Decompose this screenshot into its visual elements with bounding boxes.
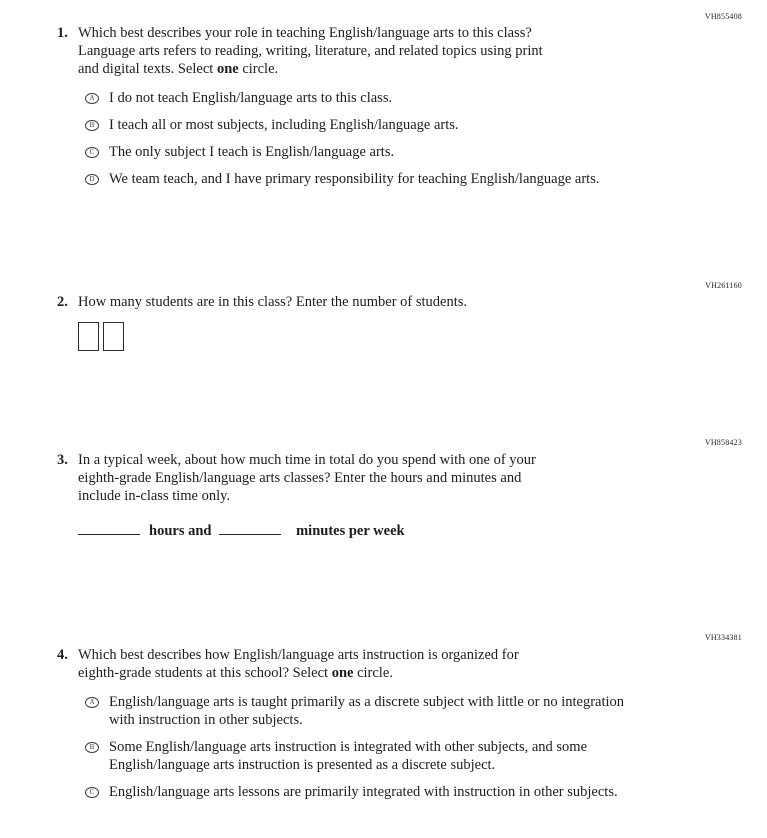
prompt-line: In a typical week, about how much time in total do you spend with one of your — [78, 452, 536, 468]
option-line: English/language arts instruction is presented as a discrete subject. — [109, 757, 496, 773]
prompt-segment-bold: one — [331, 665, 354, 681]
minutes-label: minutes per week — [296, 523, 405, 539]
answer-oval-d[interactable] — [85, 174, 99, 185]
prompt-segment: eighth-grade students at this school? Select — [78, 665, 332, 681]
question-4-code-row — [0, 630, 767, 641]
question-4-options — [78, 693, 624, 801]
time-entry-row — [78, 522, 536, 540]
option-label: We team teach, and I have primary responsibility for teaching English/language arts. — [109, 171, 600, 187]
minutes-blank-field[interactable] — [219, 522, 281, 535]
prompt-line — [78, 60, 599, 78]
hours-blank-field[interactable] — [78, 522, 140, 535]
prompt-segment-bold: one — [216, 61, 239, 77]
oval-letter: C — [89, 148, 95, 156]
question-2-prompt: How many students are in this class? Enter the number of students. — [78, 294, 468, 310]
option-row — [78, 738, 624, 774]
question-3-number: 3. — [57, 452, 68, 468]
option-label: I teach all or most subjects, including English/language arts. — [109, 117, 459, 133]
hours-label: hours and — [149, 523, 212, 539]
question-1-code-row — [0, 9, 767, 20]
question-2-number: 2. — [57, 294, 68, 310]
oval-letter: A — [89, 94, 95, 102]
option-row — [78, 170, 599, 188]
answer-oval-a[interactable] — [85, 93, 99, 104]
prompt-line — [78, 664, 624, 682]
answer-oval-a[interactable] — [85, 697, 99, 708]
question-1-options — [78, 89, 599, 188]
option-row — [78, 143, 599, 161]
question-3-prompt — [78, 451, 536, 505]
question-3 — [57, 451, 767, 540]
option-row — [78, 116, 599, 134]
prompt-segment: circle. — [353, 665, 393, 681]
question-2 — [57, 293, 767, 351]
question-4-prompt — [78, 646, 624, 682]
option-label — [109, 693, 624, 729]
question-2-code-row — [0, 278, 767, 289]
oval-letter: B — [89, 121, 95, 129]
prompt-segment: circle. — [238, 61, 279, 77]
prompt-line: include in-class time only. — [78, 488, 231, 504]
prompt-line: Which best describes your role in teaching English/language arts to this class? — [78, 25, 532, 41]
question-4-number: 4. — [57, 647, 68, 663]
question-1-number: 1. — [57, 25, 68, 41]
option-line: English/language arts is taught primarily as a discrete subject with little or no integration — [109, 694, 625, 710]
students-ones-box[interactable] — [103, 322, 124, 351]
question-4 — [57, 646, 767, 810]
question-4-code: VH334381 — [704, 633, 742, 642]
option-label — [109, 783, 618, 801]
students-tens-box[interactable] — [78, 322, 99, 351]
answer-oval-b[interactable] — [85, 120, 99, 131]
oval-letter: D — [89, 175, 95, 183]
answer-oval-b[interactable] — [85, 742, 99, 753]
prompt-segment: and digital texts. Select — [78, 61, 217, 77]
question-3-code-row — [0, 435, 767, 446]
oval-letter: C — [89, 788, 95, 796]
prompt-line: eighth-grade English/language arts classes? Enter the hours and minutes and — [78, 470, 522, 486]
option-row — [78, 783, 624, 801]
oval-letter: A — [89, 698, 95, 706]
option-line: English/language arts lessons are primarily integrated with instruction in other subjects. — [109, 784, 618, 800]
question-1-code: VH855408 — [704, 12, 742, 21]
option-row — [78, 693, 624, 729]
option-row — [78, 89, 599, 107]
question-2-code: VH261160 — [705, 281, 742, 290]
prompt-line: Language arts refers to reading, writing, literature, and related topics using print — [78, 43, 543, 59]
prompt-line: Which best describes how English/language arts instruction is organized for — [78, 647, 519, 663]
option-label: The only subject I teach is English/language arts. — [109, 144, 395, 160]
option-label — [109, 738, 587, 774]
oval-letter: B — [89, 743, 95, 751]
option-label: I do not teach English/language arts to this class. — [109, 90, 393, 106]
answer-oval-c[interactable] — [85, 787, 99, 798]
question-1 — [57, 24, 767, 197]
option-line: Some English/language arts instruction is integrated with other subjects, and some — [109, 739, 588, 755]
option-line: with instruction in other subjects. — [109, 712, 303, 728]
student-count-boxes — [78, 322, 467, 351]
answer-oval-c[interactable] — [85, 147, 99, 158]
question-3-code: VH858423 — [704, 438, 742, 447]
question-1-prompt — [78, 24, 599, 78]
